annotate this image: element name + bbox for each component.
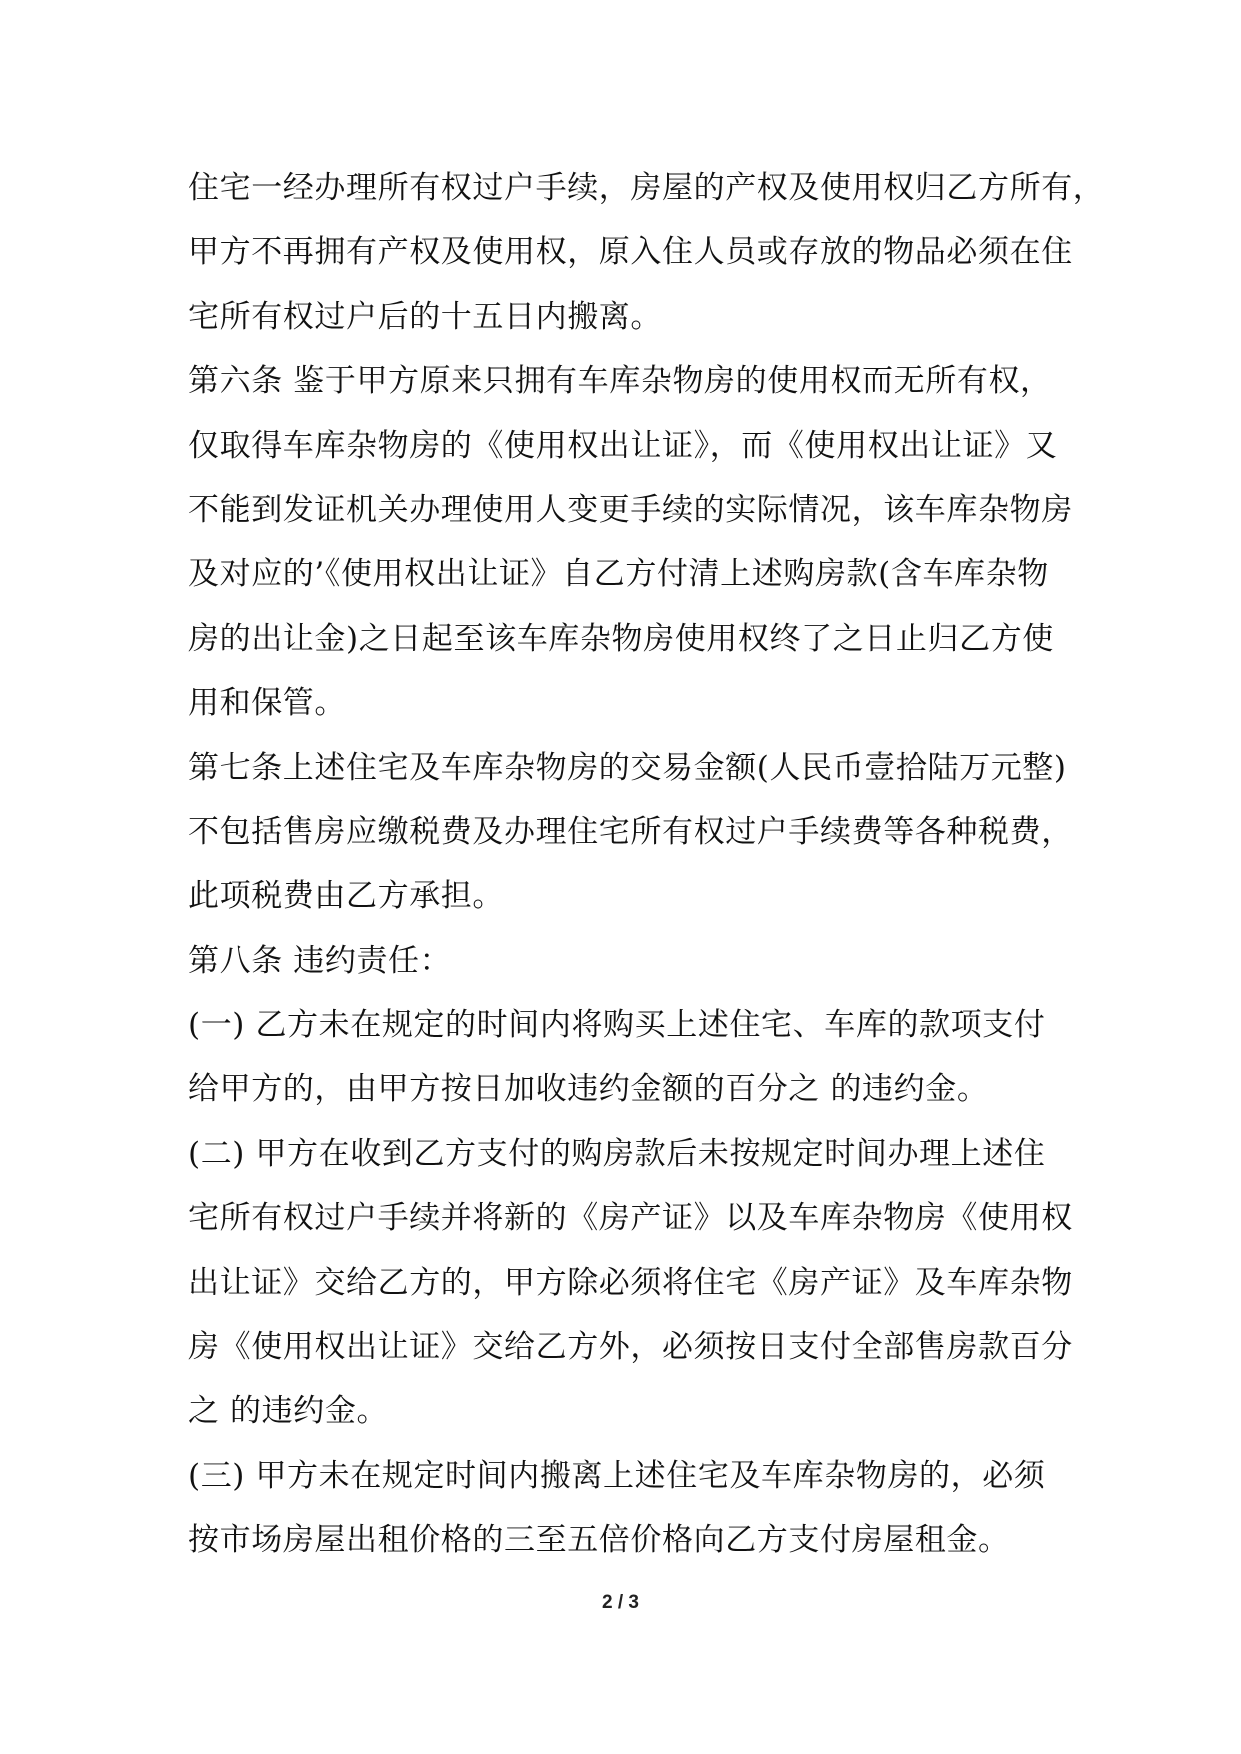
article-7-heading-line: 第七条上述住宅及车库杂物房的交易金额(人民币壹拾陆万元整) — [188, 749, 1067, 786]
text-line: 之 的违约金。 — [188, 1393, 389, 1430]
clause-2-line: (二) 甲方在收到乙方支付的购房款后未按规定时间办理上述住 — [188, 1135, 1046, 1172]
text-line: 宅所有权过户后的十五日内搬离。 — [188, 298, 662, 335]
article-8-heading-line: 第八条 违约责任： — [188, 942, 452, 979]
article-6-heading-line: 第六条 鉴于甲方原来只拥有车库杂物房的使用权而无所有权， — [188, 363, 1052, 400]
clause-1-line: (一) 乙方未在规定的时间内将购买上述住宅、车库的款项支付 — [188, 1007, 1046, 1044]
clause-3-line: (三) 甲方未在规定时间内搬离上述住宅及车库杂物房的，必须 — [188, 1457, 1046, 1494]
page-number: 2 / 3 — [602, 1592, 639, 1613]
text-line: 房的出让金)之日起至该车库杂物房使用权终了之日止归乙方使 — [188, 620, 1054, 657]
text-line: 甲方不再拥有产权及使用权，原入住人员或存放的物品必须在住 — [188, 234, 1073, 271]
text-line: 及对应的’《使用权出让证》自乙方付清上述购房款(含车库杂物 — [188, 556, 1049, 593]
text-line: 仅取得车库杂物房的《使用权出让证》，而《使用权出让证》又 — [188, 427, 1058, 464]
text-line: 不能到发证机关办理使用人变更手续的实际情况，该车库杂物房 — [188, 491, 1073, 528]
text-line: 住宅一经办理所有权过户手续，房屋的产权及使用权归乙方所有， — [188, 170, 1105, 206]
text-line: 出让证》交给乙方的，甲方除必须将住宅《房产证》及车库杂物 — [188, 1264, 1073, 1301]
text-line: 给甲方的，由甲方按日加收违约金额的百分之 的违约金。 — [188, 1071, 989, 1108]
text-line: 房《使用权出让证》交给乙方外，必须按日支付全部售房款百分 — [188, 1329, 1073, 1366]
text-line: 按市场房屋出租价格的三至五倍价格向乙方支付房屋租金。 — [188, 1522, 1010, 1559]
text-line: 宅所有权过户手续并将新的《房产证》以及车库杂物房《使用权 — [188, 1200, 1073, 1237]
text-line: 不包括售房应缴税费及办理住宅所有权过户手续费等各种税费， — [188, 813, 1073, 850]
text-line: 此项税费由乙方承担。 — [188, 878, 504, 915]
document-body — [188, 156, 1105, 1573]
text-line: 用和保管。 — [188, 685, 346, 722]
